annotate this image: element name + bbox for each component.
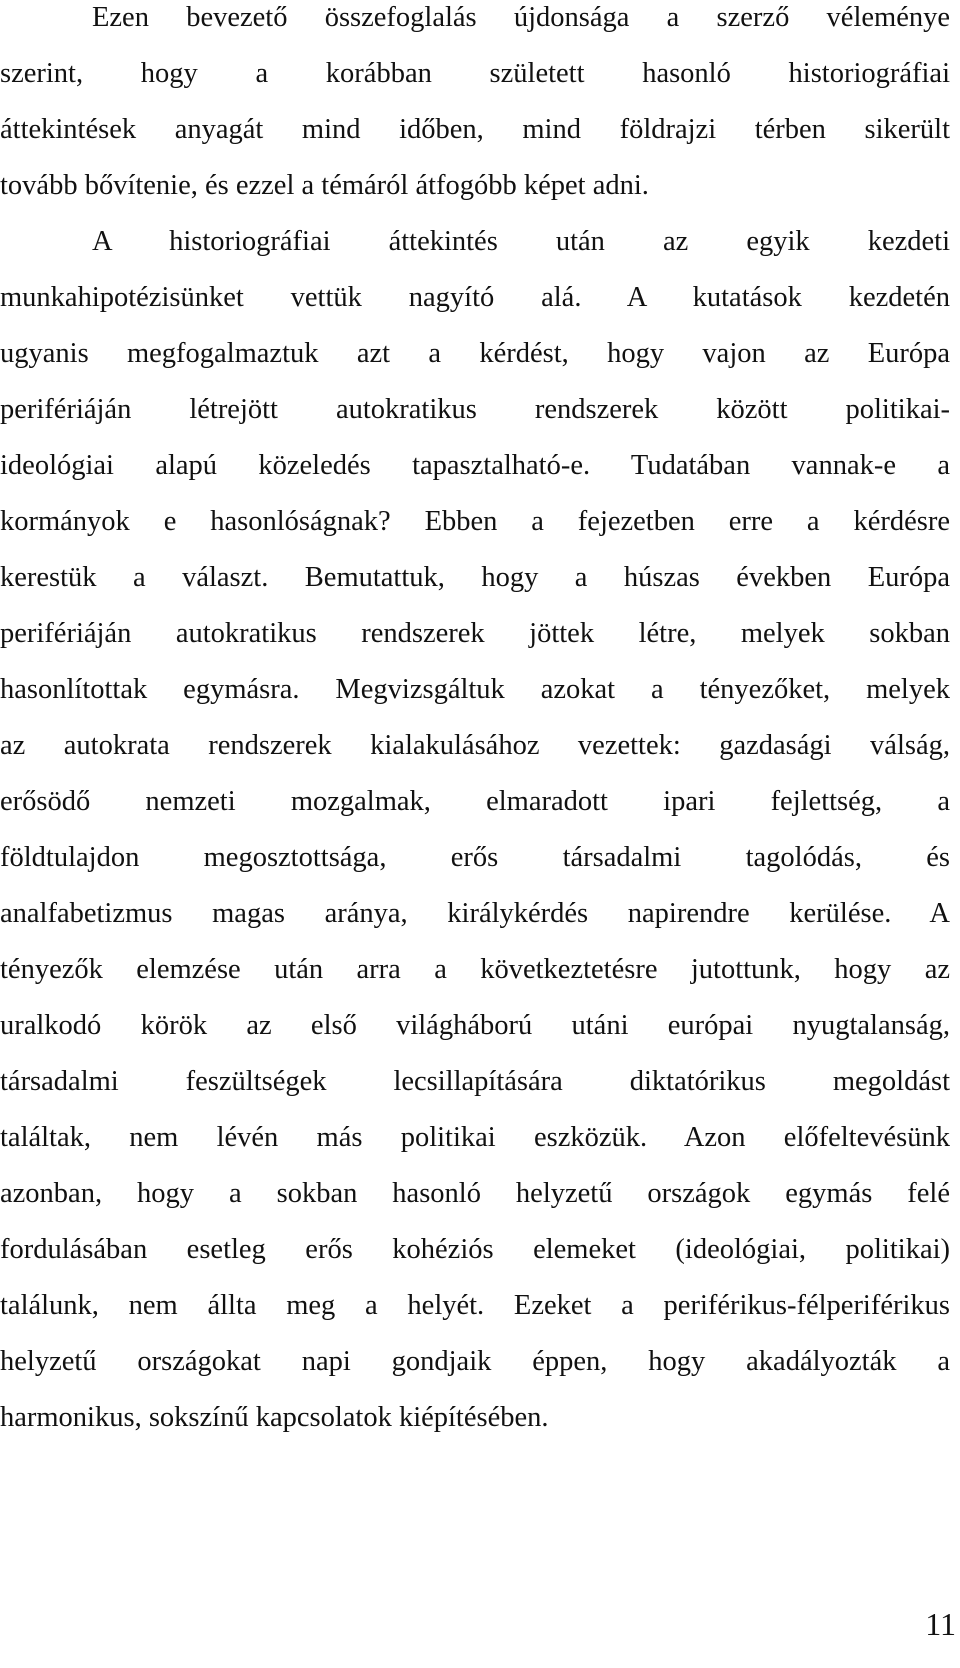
text-line: munkahipotézisünket vettük nagyító alá. A kutatások kezdetén (0, 282, 950, 313)
text-line: A historiográfiai áttekintés után az egyik kezdeti (92, 226, 950, 257)
text-line: az autokrata rendszerek kialakulásához vezettek: gazdasági válság, (0, 730, 950, 761)
text-line: szerint, hogy a korábban született hasonló historiográfiai (0, 58, 950, 89)
text-line: uralkodó körök az első világháború utáni európai nyugtalanság, (0, 1010, 950, 1041)
text-line: kormányok e hasonlóságnak? Ebben a fejezetben erre a kérdésre (0, 506, 950, 537)
text-line: helyzetű országokat napi gondjaik éppen, hogy akadályozták a (0, 1346, 950, 1377)
text-line: tényezők elemzése után arra a következtetésre jutottunk, hogy az (0, 954, 950, 985)
text-line: fordulásában esetleg erős kohéziós elemeket (ideológiai, politikai) (0, 1234, 950, 1265)
text-line: társadalmi feszültségek lecsillapítására diktatórikus megoldást (0, 1066, 950, 1097)
text-line: kerestük a választ. Bemutattuk, hogy a húszas években Európa (0, 562, 950, 593)
text-line: Ezen bevezető összefoglalás újdonsága a szerző véleménye (92, 2, 950, 33)
page-number: 11 (925, 1606, 956, 1642)
text-line: ideológiai alapú közeledés tapasztalható-e. Tudatában vannak-e a (0, 450, 950, 481)
text-line: találunk, nem állta meg a helyét. Ezeket a periférikus-félperiférikus (0, 1290, 950, 1321)
text-line: áttekintések anyagát mind időben, mind földrajzi térben sikerült (0, 114, 950, 145)
text-line: perifériáján létrejött autokratikus rendszerek között politikai- (0, 394, 950, 425)
text-line: perifériáján autokratikus rendszerek jöttek létre, melyek sokban (0, 618, 950, 649)
text-line: harmonikus, sokszínű kapcsolatok kiépítésében. (0, 1402, 549, 1433)
text-line: földtulajdon megosztottsága, erős társadalmi tagolódás, és (0, 842, 950, 873)
text-line: erősödő nemzeti mozgalmak, elmaradott ipari fejlettség, a (0, 786, 950, 817)
text-line: találtak, nem lévén más politikai eszközük. Azon előfeltevésünk (0, 1122, 950, 1153)
text-line: tovább bővítenie, és ezzel a témáról átfogóbb képet adni. (0, 170, 649, 201)
text-line: analfabetizmus magas aránya, királykérdés napirendre kerülése. A (0, 898, 950, 929)
text-line: ugyanis megfogalmaztuk azt a kérdést, hogy vajon az Európa (0, 338, 950, 369)
text-line: hasonlítottak egymásra. Megvizsgáltuk azokat a tényezőket, melyek (0, 674, 950, 705)
text-line: azonban, hogy a sokban hasonló helyzetű országok egymás felé (0, 1178, 950, 1209)
